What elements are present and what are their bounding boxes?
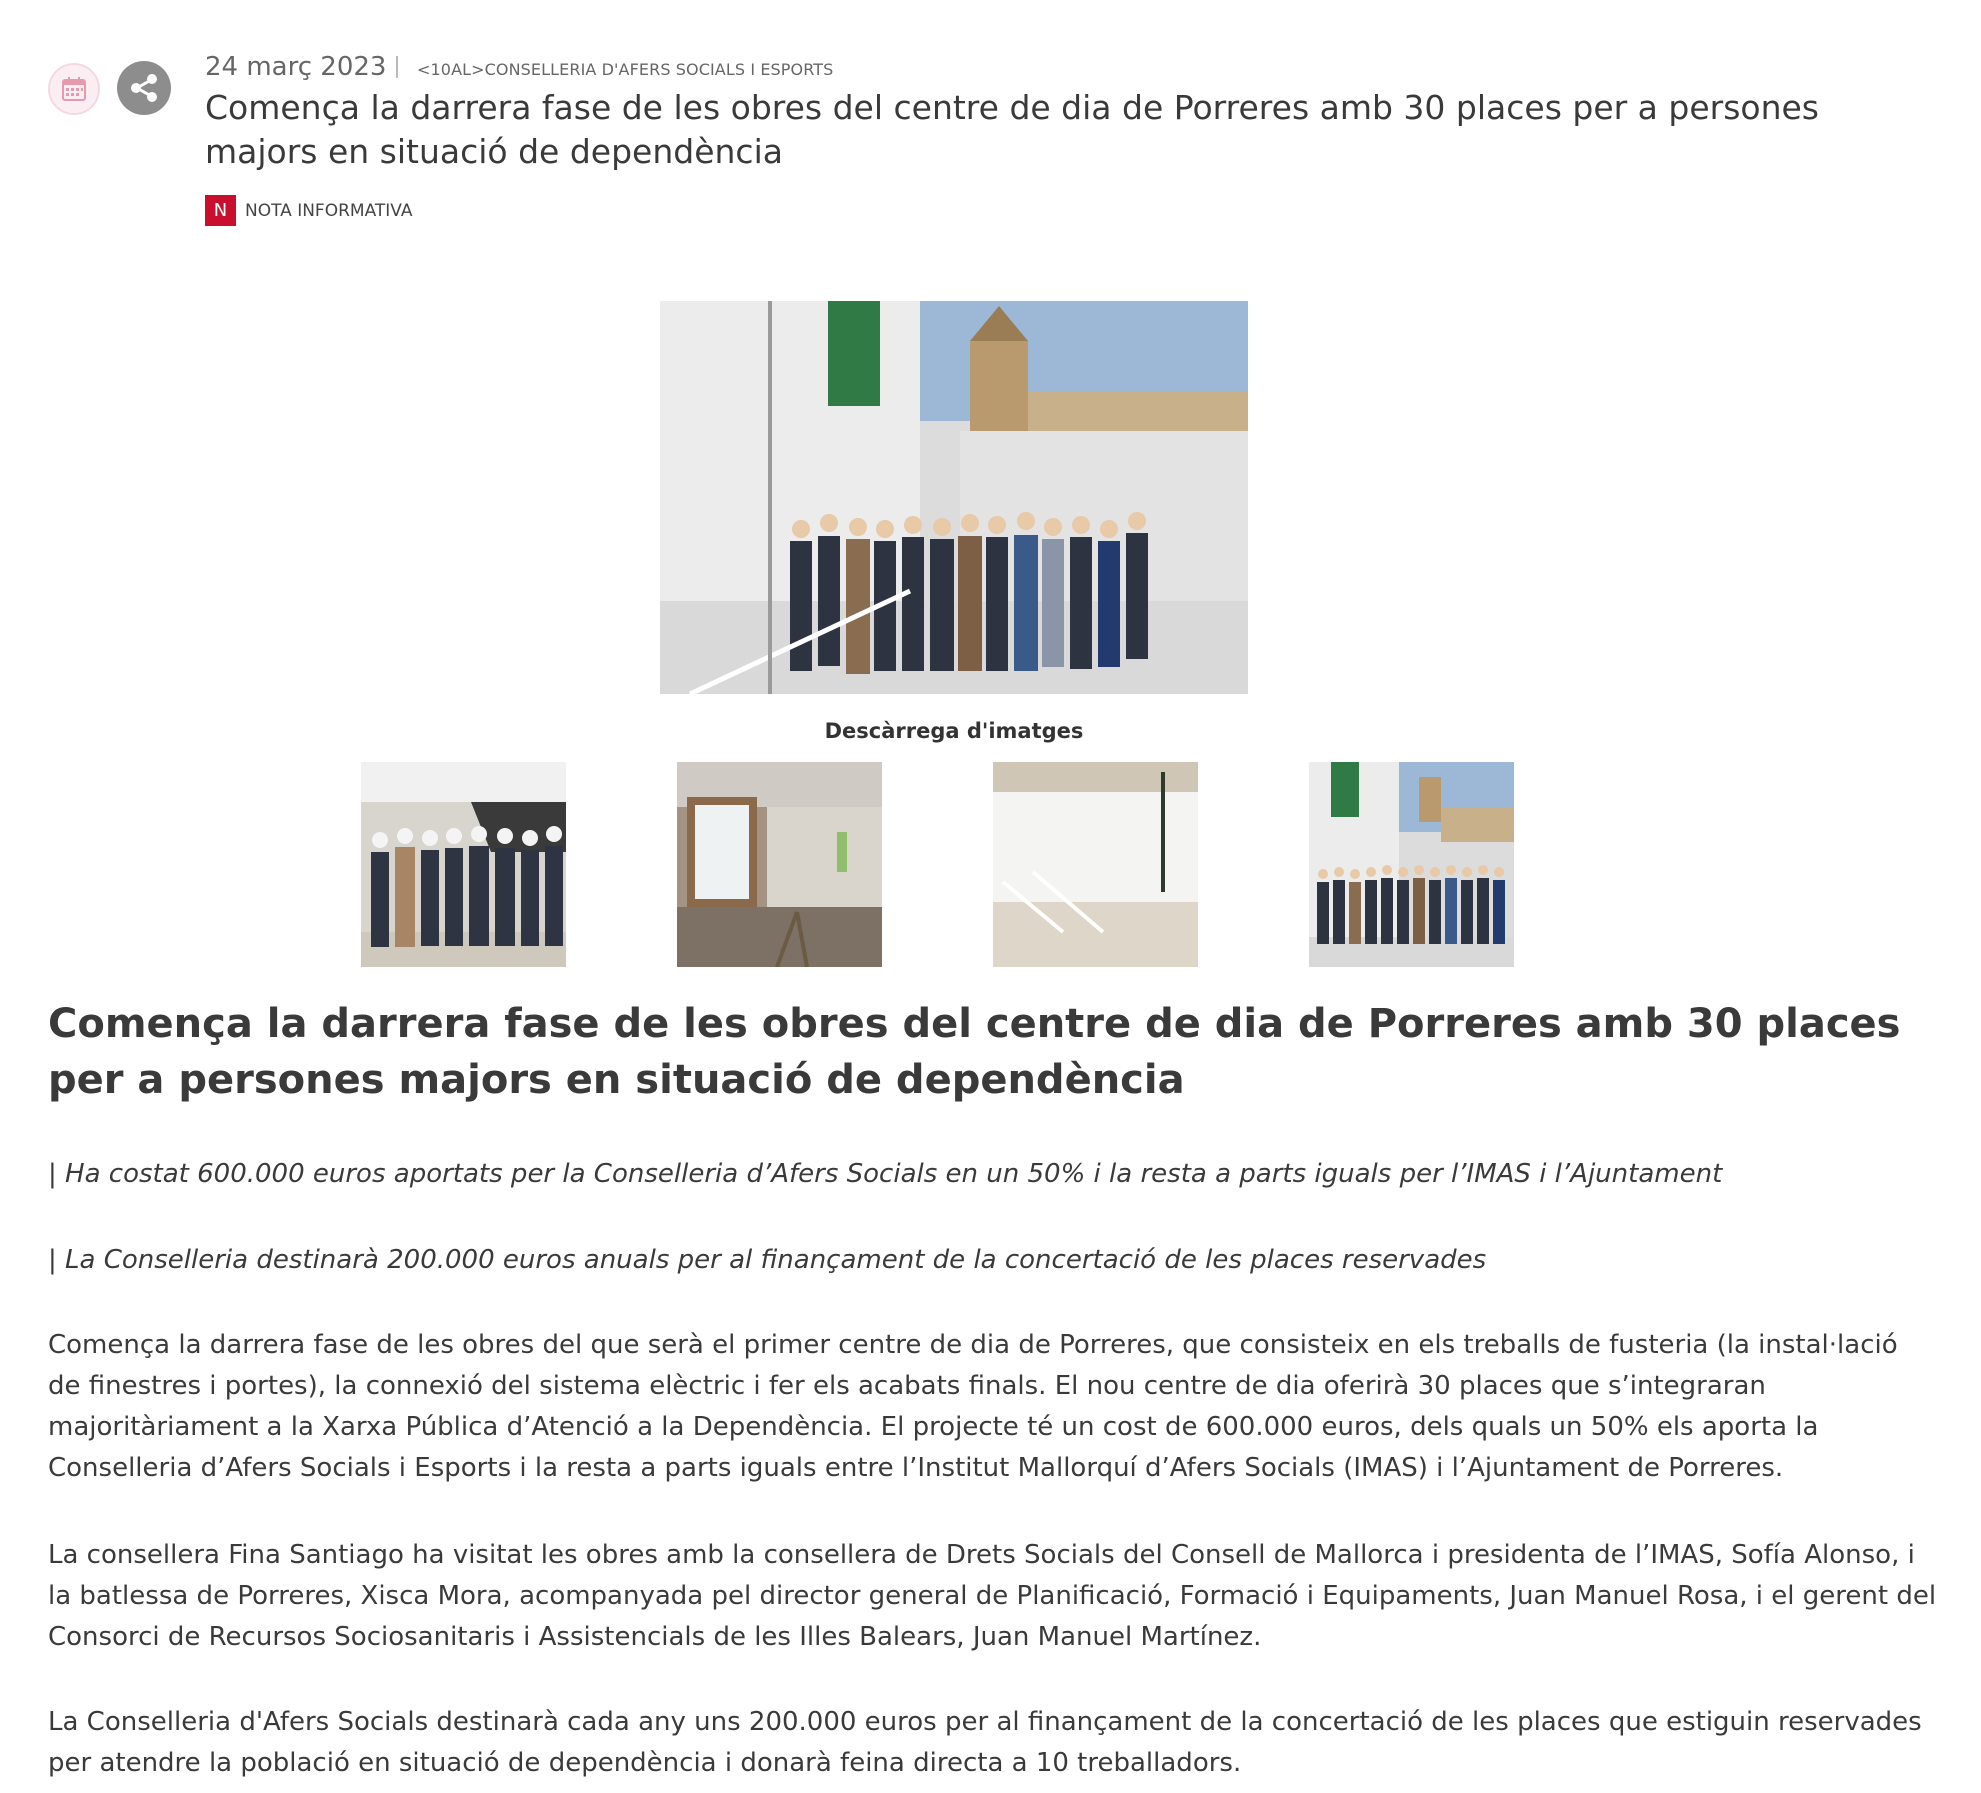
department-label: <10AL>CONSELLERIA D'AFERS SOCIALS I ESPORTS (417, 60, 834, 79)
thumbnail-2[interactable] (677, 762, 882, 967)
main-photo[interactable] (660, 301, 1248, 694)
download-images-link[interactable]: Descàrrega d'imatges (824, 719, 1084, 743)
note-type-badge: N (205, 195, 236, 226)
lead-paragraph-2: | La Conselleria destinarà 200.000 euros anuals per al finançament de la concertació de les places reservades (48, 1245, 1487, 1275)
share-icon[interactable] (117, 61, 171, 115)
article-title: Comença la darrera fase de les obres del centre de dia de Porreres amb 30 places per a persones majors en situació de dependència (48, 1001, 1901, 1103)
thumbnail-4[interactable] (1309, 762, 1514, 967)
calendar-icon[interactable] (48, 63, 100, 115)
body-paragraph-2: La consellera Fina Santiago ha visitat les obres amb la consellera de Drets Socials del Consell de Mallorca i presidenta de l’IMAS, Sofía Alonso, i la batlessa de Porreres, Xisca Mora, acompanyada pel director general de Planificació, Formació i Equipaments, Juan Manuel Rosa, i el gerent del Consorci de Recursos Sociosanitaris i Assistencials de les Illes Balears, Juan Manuel Martínez. (48, 1540, 1937, 1652)
page-title: Comença la darrera fase de les obres del centre de dia de Porreres amb 30 places per a persones majors en situació de dependència (205, 88, 1820, 171)
header-divider (396, 56, 398, 78)
publish-date: 24 març 2023 (205, 52, 387, 82)
thumbnail-1[interactable] (361, 762, 566, 967)
body-paragraph-3: La Conselleria d'Afers Socials destinarà cada any uns 200.000 euros per al finançament de la concertació de les places que estiguin reservades per atendre la població en situació de dependència i donarà feina directa a 10 treballadors. (48, 1707, 1922, 1778)
note-type-label: NOTA INFORMATIVA (245, 201, 413, 221)
lead-paragraph-1: | Ha costat 600.000 euros aportats per la Conselleria d’Afers Socials en un 50% i la resta a parts iguals per l’IMAS i l’Ajuntament (48, 1159, 1723, 1189)
thumbnail-3[interactable] (993, 762, 1198, 967)
body-paragraph-1: Comença la darrera fase de les obres del que serà el primer centre de dia de Porreres, que consisteix en els treballs de fusteria (la instal·lació de finestres i portes), la connexió del sistema elèctric i fer els acabats finals. El nou centre de dia oferirà 30 places que s’integraran majoritàriament a la Xarxa Pública d’Atenció a la Dependència. El projecte té un cost de 600.000 euros, dels quals un 50% els aporta la Conselleria d’Afers Socials i Esports i la resta a parts iguals entre l’Institut Mallorquí d’Afers Socials (IMAS) i l’Ajuntament de Porreres. (48, 1330, 1898, 1483)
